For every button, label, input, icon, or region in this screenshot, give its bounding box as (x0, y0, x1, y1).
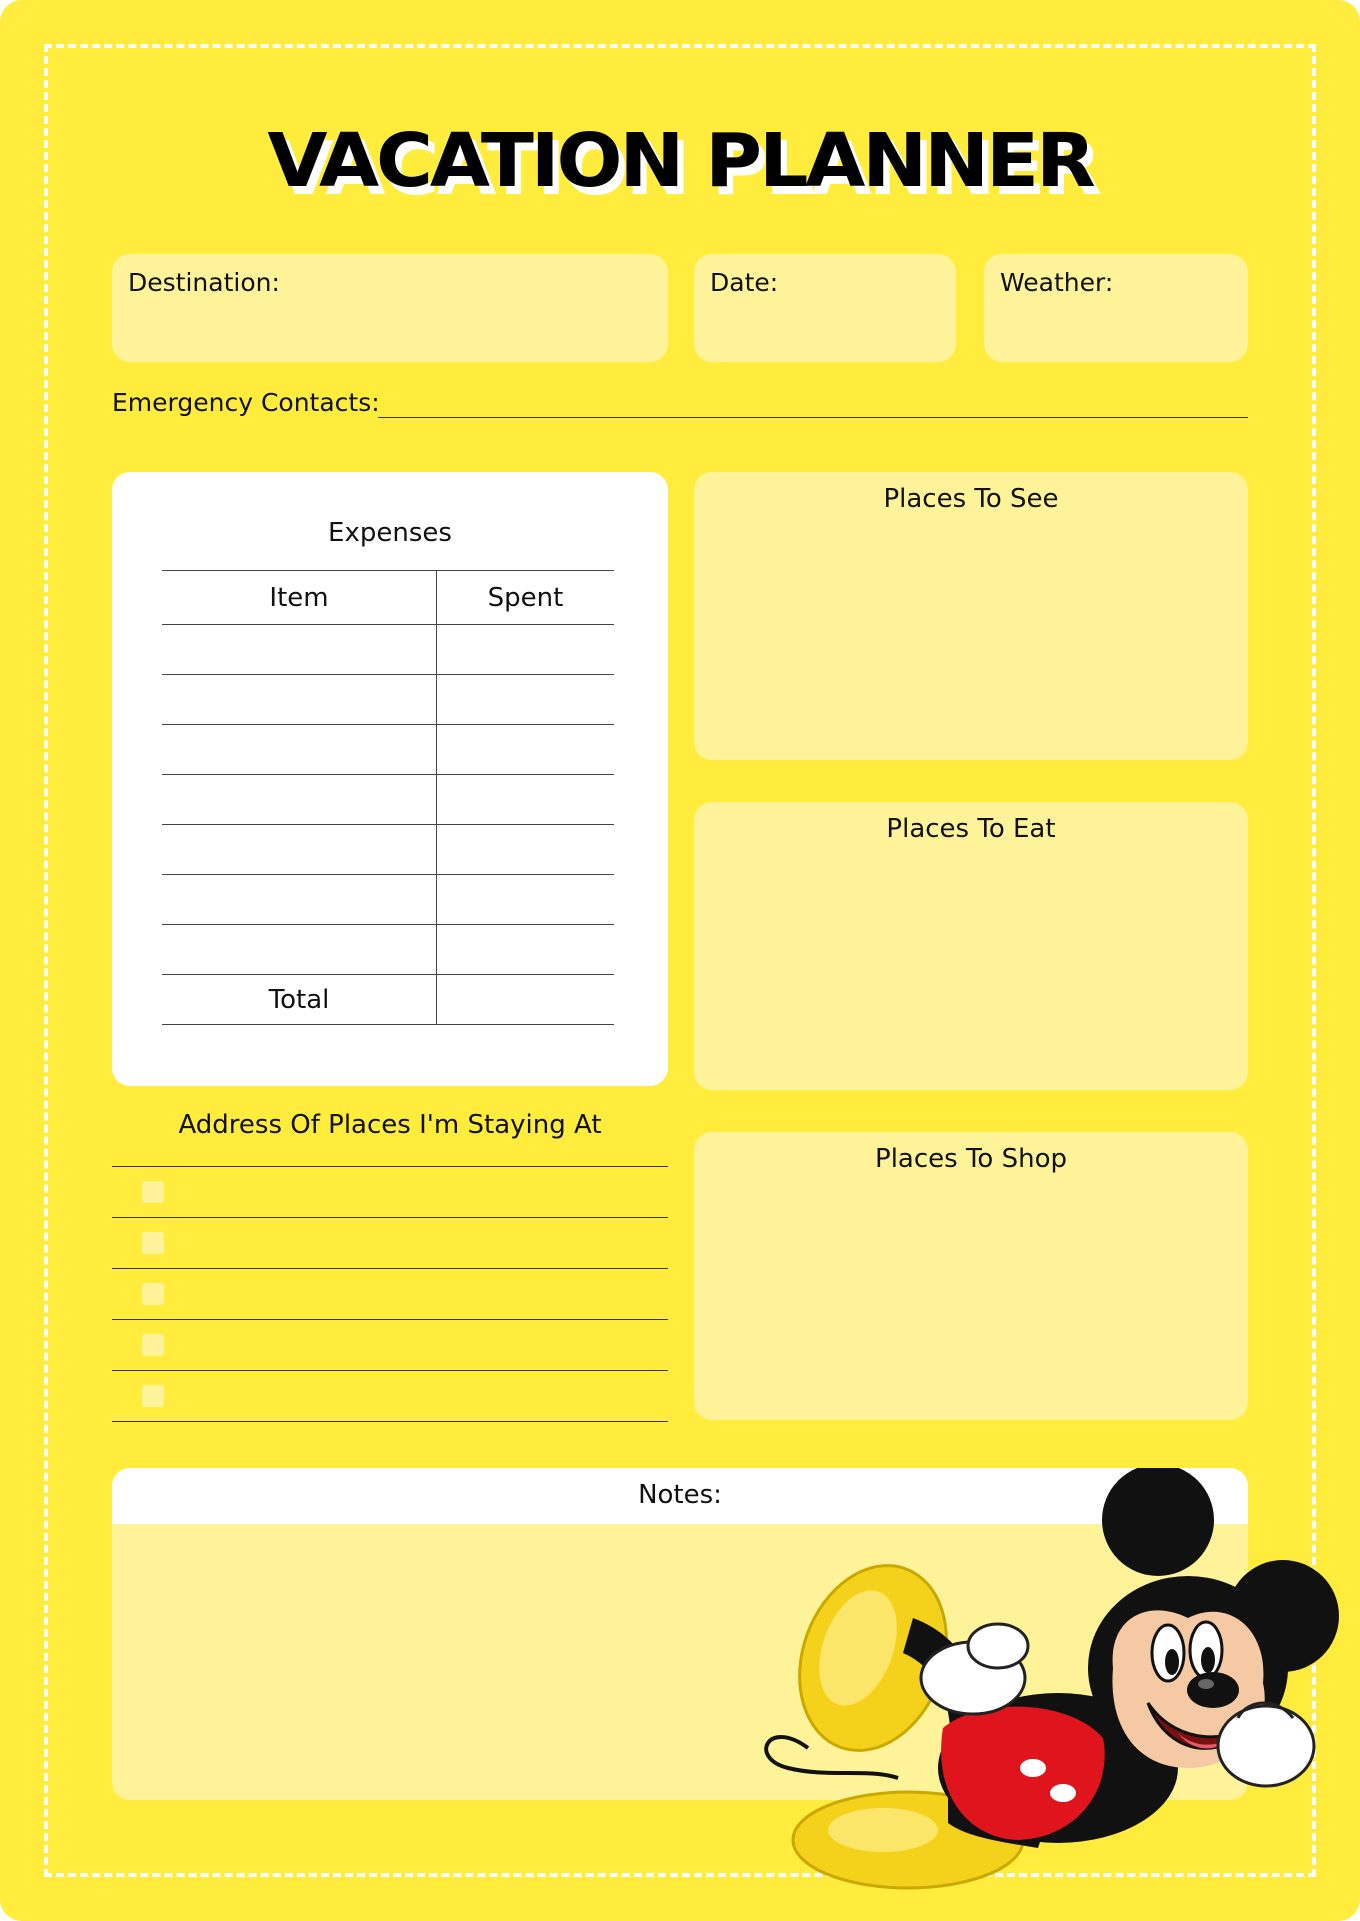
spent-cell[interactable] (437, 775, 615, 825)
address-row[interactable] (112, 1217, 668, 1268)
places-to-eat-title: Places To Eat (886, 814, 1056, 844)
checkbox[interactable] (142, 1385, 164, 1407)
total-row[interactable] (162, 975, 614, 1025)
table-row[interactable] (162, 875, 614, 925)
expenses-title: Expenses (328, 518, 452, 548)
table-row[interactable] (162, 725, 614, 775)
table-row[interactable] (162, 625, 614, 675)
shoe-lower-highlight (828, 1808, 938, 1852)
button (1050, 1784, 1076, 1802)
address-row[interactable] (112, 1319, 668, 1370)
emergency-contacts-label: Emergency Contacts: (112, 388, 380, 417)
expenses-card (112, 472, 668, 1086)
button (1020, 1759, 1046, 1777)
page-title: VACATION PLANNER (267, 118, 1093, 204)
glove-right (1218, 1706, 1314, 1786)
spent-cell[interactable] (437, 925, 615, 975)
address-row[interactable] (112, 1268, 668, 1319)
pupil-left (1165, 1649, 1179, 1675)
checkbox[interactable] (142, 1181, 164, 1203)
item-cell[interactable] (162, 625, 437, 675)
notes-label: Notes: (638, 1480, 722, 1510)
nose-shine (1198, 1679, 1214, 1689)
address-row[interactable] (112, 1166, 668, 1217)
mouse-character-illustration (748, 1468, 1348, 1908)
pupil-right (1201, 1647, 1215, 1673)
item-cell[interactable] (162, 725, 437, 775)
address-row[interactable] (112, 1370, 668, 1422)
weather-label: Weather: (1000, 268, 1114, 297)
checkbox[interactable] (142, 1232, 164, 1254)
column-header-spent: Spent (437, 571, 615, 625)
places-to-shop-title: Places To Shop (875, 1144, 1067, 1174)
table-row[interactable] (162, 825, 614, 875)
places-to-see-box[interactable] (694, 472, 1248, 760)
destination-label: Destination: (128, 268, 280, 297)
checkbox[interactable] (142, 1283, 164, 1305)
address-title: Address Of Places I'm Staying At (178, 1110, 602, 1140)
nose (1187, 1672, 1239, 1708)
table-row[interactable] (162, 775, 614, 825)
item-cell[interactable] (162, 675, 437, 725)
date-field[interactable] (694, 254, 956, 362)
spent-cell[interactable] (437, 675, 615, 725)
checkbox[interactable] (142, 1334, 164, 1356)
places-to-see-title: Places To See (883, 484, 1059, 514)
item-cell[interactable] (162, 775, 437, 825)
total-value-cell[interactable] (437, 975, 615, 1025)
expenses-table (162, 570, 614, 1025)
table-header-row (162, 571, 614, 625)
emergency-contacts-line[interactable] (378, 417, 1248, 418)
spent-cell[interactable] (437, 875, 615, 925)
spent-cell[interactable] (437, 825, 615, 875)
table-row[interactable] (162, 925, 614, 975)
ear-left (1102, 1468, 1214, 1576)
item-cell[interactable] (162, 825, 437, 875)
places-to-shop-box[interactable] (694, 1132, 1248, 1420)
destination-field[interactable] (112, 254, 668, 362)
weather-field[interactable] (984, 254, 1248, 362)
places-to-eat-box[interactable] (694, 802, 1248, 1090)
total-label: Total (162, 975, 437, 1025)
date-label: Date: (710, 268, 779, 297)
column-header-item: Item (162, 571, 437, 625)
table-row[interactable] (162, 675, 614, 725)
item-cell[interactable] (162, 875, 437, 925)
glove-left-cuff (968, 1624, 1028, 1668)
spent-cell[interactable] (437, 725, 615, 775)
item-cell[interactable] (162, 925, 437, 975)
spent-cell[interactable] (437, 625, 615, 675)
